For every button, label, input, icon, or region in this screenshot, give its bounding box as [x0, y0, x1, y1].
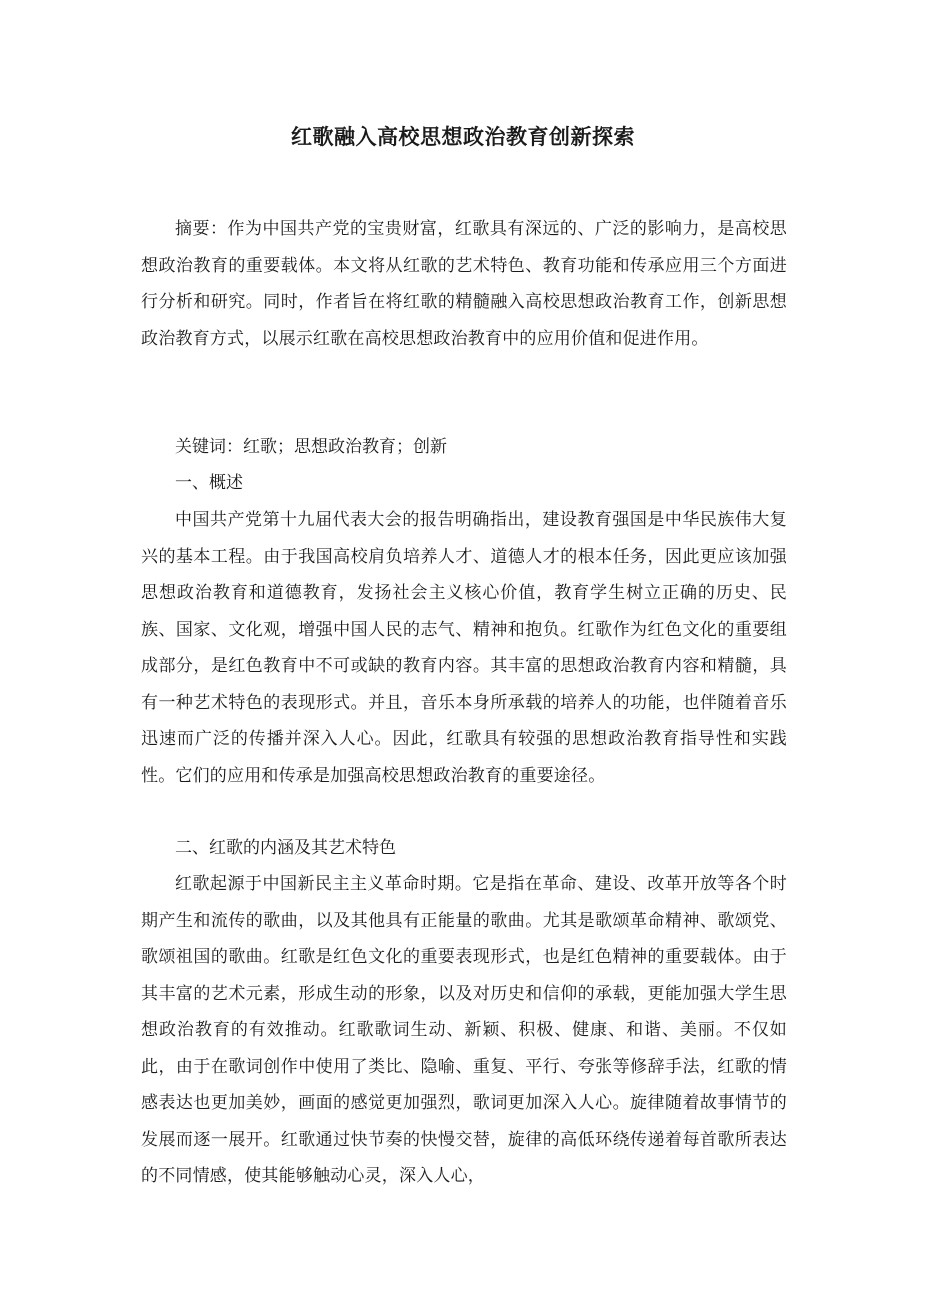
section-paragraph-overview: 中国共产党第十九届代表大会的报告明确指出，建设教育强国是中华民族伟大复兴的基本工程。由于我国高校肩负培养人才、道德人才的根本任务，因此更应该加强思想政治教育和道德教育，发扬社会主义核心价值，教育学生树立正确的历史、民族、国家、文化观，增强中国人民的志气、精神和抱负。红歌作为红色文化的重要组成部分，是红色教育中不可或缺的教育内容。其丰富的思想政治教育内容和精髓，具有一种艺术特色的表现形式。并且，音乐本身所承载的培养人的功能，也伴随着音乐迅速而广泛的传播并深入人心。因此，红歌具有较强的思想政治教育指导性和实践性。它们的应用和传承是加强高校思想政治教育的重要途径。 — [141, 510, 787, 786]
section-heading-connotation: 二、红歌的内涵及其艺术特色 — [175, 838, 396, 858]
section-heading-overview: 一、概述 — [175, 473, 243, 493]
keywords-line: 关键词：红歌；思想政治教育；创新 — [175, 437, 447, 457]
section-paragraph-connotation: 红歌起源于中国新民主主义革命时期。它是指在革命、建设、改革开放等各个时期产生和流传的歌曲，以及其他具有正能量的歌曲。尤其是歌颂革命精神、歌颂党、歌颂祖国的歌曲。红歌是红色文化的重要表现形式，也是红色精神的重要载体。由于其丰富的艺术元素，形成生动的形象，以及对历史和信仰的承载，更能加强大学生思想政治教育的有效推动。红歌歌词生动、新颖、积极、健康、和谐、美丽。不仅如此，由于在歌词创作中使用了类比、隐喻、重复、平行、夸张等修辞手法，红歌的情感表达也更加美妙，画面的感觉更加强烈，歌词更加深入人心。旋律随着故事情节的发展而逐一展开。红歌通过快节奏的快慢交替，旋律的高低环绕传递着每首歌所表达的不同情感，使其能够触动心灵，深入人心， — [141, 874, 787, 1186]
document-title: 红歌融入高校思想政治教育创新探索 — [291, 125, 635, 149]
abstract-paragraph: 摘要：作为中国共产党的宝贵财富，红歌具有深远的、广泛的影响力，是高校思想政治教育的重要载体。本文将从红歌的艺术特色、教育功能和传承应用三个方面进行分析和研究。同时，作者旨在将红歌的精髓融入高校思想政治教育工作，创新思想政治教育方式，以展示红歌在高校思想政治教育中的应用价值和促进作用。 — [141, 219, 787, 349]
